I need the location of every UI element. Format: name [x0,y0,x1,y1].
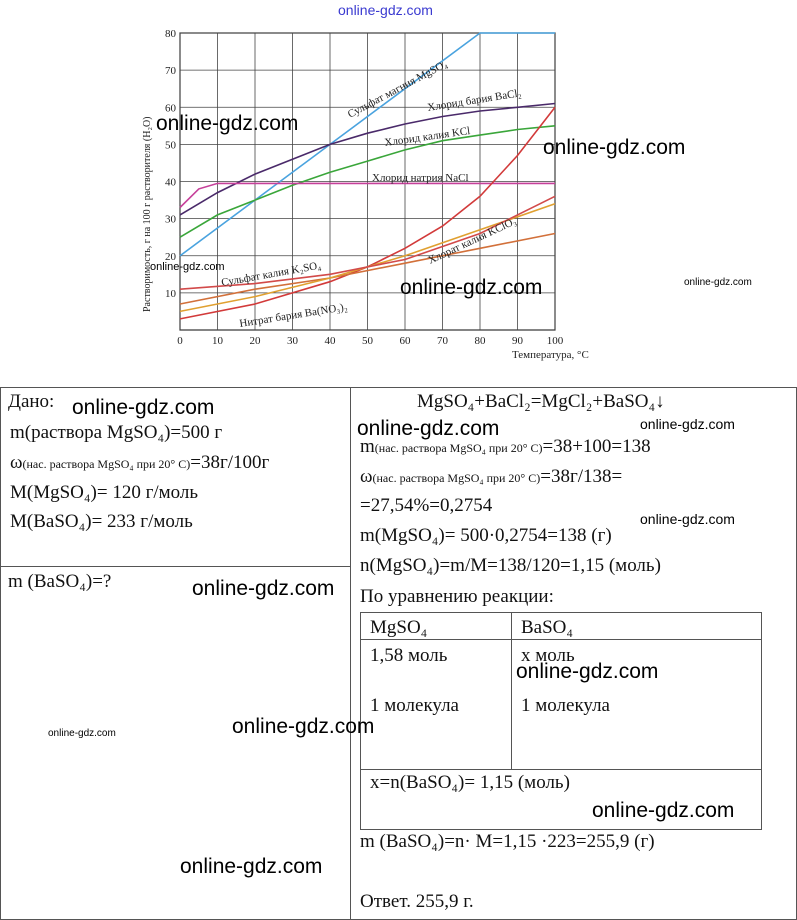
chart-series-label: Хлорат калия KClO₃ [426,215,519,267]
table-cell-molecule-mgso4: 1 молекула [370,695,459,716]
y-tick-label: 40 [165,176,176,189]
y-tick-label: 30 [165,213,176,226]
watermark: online-gdz.com [357,417,500,440]
given-molar-mass-baso4: M(BaSO₄)= 233 г/моль [10,511,193,532]
x-tick-label: 80 [474,335,486,347]
watermark: online-gdz.com [48,728,116,739]
x-tick-label: 10 [212,335,223,347]
omega-symbol: ω [360,466,373,487]
given-solution-mass: m(раствора MgSO₄)=500 г [10,422,223,443]
watermark: online-gdz.com [180,855,323,878]
table-result: x=n(BaSO₄)= 1,15 (моль) [370,772,570,793]
x-tick-label: 0 [177,335,183,347]
given-condition-note: (нас. раствора MgSO₄ при 20° С) [22,457,191,471]
condition-note: (нас. раствора MgSO₄ при 20° С) [374,441,543,455]
table-header-baso4: BaSO₄ [521,617,574,638]
solution-line-moles-mgso4: n(MgSO₄)=m/M=138/120=1,15 (моль) [360,555,661,576]
table-header-mgso4: MgSO₄ [370,617,428,638]
x-tick-label: 70 [437,335,448,347]
chart-series-label: Хлорид калия KCl [383,125,471,149]
solution-line-percent: =27,54%=0,2754 [360,495,493,516]
given-mass-fraction [10,452,269,474]
reaction-equation: MgSO₄+BaCl₂=MgCl₂+BaSO₄↓ [417,391,665,412]
watermark: online-gdz.com [150,261,225,273]
chart-series-label: Хлорид бария BaCl₂ [426,87,523,114]
watermark: online-gdz.com [592,799,735,822]
y-tick-label: 60 [165,102,176,115]
condition-note: (нас. раствора MgSO₄ при 20° С) [372,471,541,485]
watermark-top: online-gdz.com [338,2,433,18]
watermark: online-gdz.com [156,112,299,135]
chart-y-axis-label: Растворимость, г на 100 г растворителя (H₂O) [142,116,153,312]
chart-series-label: Сульфат калия K₂SO₄ [220,259,322,289]
y-tick-label: 70 [165,65,176,78]
watermark: online-gdz.com [543,136,686,159]
solution-line-mass-fraction [360,466,622,488]
watermark: online-gdz.com [72,396,215,419]
chart-x-axis-label: Температура, °С [512,349,589,361]
y-tick-label: 10 [165,287,176,300]
watermark: online-gdz.com [516,660,659,683]
chart-series-label: Нитрат бария Ba(NO₃)₂ [238,301,349,330]
table-cell-molecule-baso4: 1 молекула [521,695,610,716]
x-tick-label: 30 [287,335,298,347]
chart-series-label: Хлорид натрия NaCl [372,172,469,184]
x-tick-label: 100 [546,335,564,347]
table-cell-moles-mgso4: 1,58 моль [370,645,448,666]
x-tick-label: 20 [249,335,261,347]
y-tick-label: 50 [165,139,176,152]
watermark: online-gdz.com [400,276,543,299]
x-tick-label: 60 [399,335,411,347]
watermark: online-gdz.com [684,277,752,288]
watermark: online-gdz.com [640,416,735,432]
watermark: online-gdz.com [640,511,735,527]
solution-line-mass-mgso4: m(MgSO₄)= 500·0,2754=138 (г) [360,525,612,546]
x-tick-label: 40 [324,335,336,347]
solution-mass-value: =38+100=138 [542,436,651,457]
x-tick-label: 90 [512,335,523,347]
mass-fraction-value: =38г/138= [540,466,623,487]
watermark: online-gdz.com [192,577,335,600]
given-molar-mass-mgso4: M(MgSO₄)= 120 г/моль [10,482,199,503]
given-header: Дано: [8,391,55,412]
chart-series-label: Сульфат магния MgSO₄ [345,57,450,121]
find-label: m (BaSO₄)=? [8,571,112,592]
solution-line-mass-baso4: m (BaSO₄)=n· M=1,15 ·223=255,9 (г) [360,831,655,852]
table-cell-moles-baso4: x моль [521,645,575,666]
m-symbol: m [360,436,375,457]
watermark: online-gdz.com [232,715,375,738]
solubility-chart [0,0,797,380]
x-tick-label: 50 [362,335,373,347]
y-tick-label: 20 [165,250,176,263]
answer: Ответ. 255,9 г. [360,891,474,912]
solution-line-by-equation: По уравнению реакции: [360,586,554,607]
given-mass-fraction-value: =38г/100г [190,452,270,473]
y-tick-label: 80 [165,28,176,40]
omega-symbol: ω [10,452,23,473]
